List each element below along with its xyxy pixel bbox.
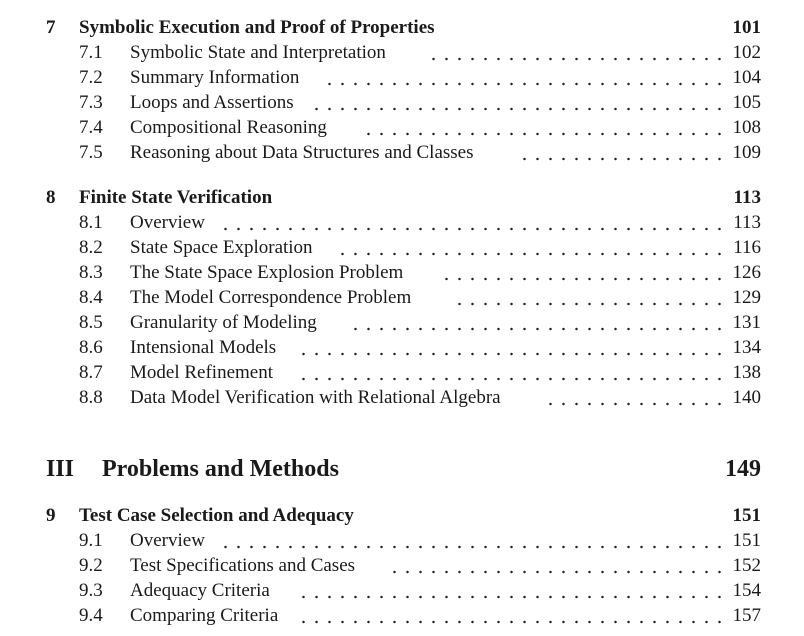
toc-section-8-6 <box>0 336 804 360</box>
chapter-page: 101 <box>732 17 761 38</box>
section-number: 8.4 <box>79 287 103 308</box>
section-title: Comparing Criteria <box>130 605 279 626</box>
dot-leader <box>296 604 726 628</box>
chapter-number: 7 <box>46 17 56 38</box>
toc-chapter-9 <box>0 504 804 528</box>
part-page: 149 <box>725 456 761 482</box>
toc-section-9-1 <box>0 529 804 553</box>
dot-leader <box>328 66 726 90</box>
section-number: 8.2 <box>79 237 103 258</box>
toc-section-8-8 <box>0 386 804 410</box>
toc-section-7-2 <box>0 66 804 90</box>
section-title: Symbolic State and Interpretation <box>130 42 386 63</box>
dot-leader <box>362 116 726 140</box>
toc-section-8-4 <box>0 286 804 310</box>
section-number: 8.7 <box>79 362 103 383</box>
section-title: Adequacy Criteria <box>130 580 270 601</box>
toc-section-8-1 <box>0 211 804 235</box>
dot-leader <box>300 336 726 360</box>
toc-section-7-4 <box>0 116 804 140</box>
section-page: 105 <box>732 92 761 113</box>
section-title: Overview <box>130 212 205 233</box>
section-page: 131 <box>732 312 761 333</box>
section-page: 108 <box>732 117 761 138</box>
toc-section-9-4 <box>0 604 804 628</box>
section-number: 8.8 <box>79 387 103 408</box>
toc-section-9-3 <box>0 579 804 603</box>
dot-leader <box>298 361 726 385</box>
section-number: 7.4 <box>79 117 103 138</box>
section-number: 9.4 <box>79 605 103 626</box>
chapter-title: Finite State Verification <box>79 187 273 208</box>
section-title: State Space Exploration <box>130 237 313 258</box>
dot-leader <box>425 41 726 65</box>
section-page: 151 <box>732 530 761 551</box>
section-page: 126 <box>732 262 761 283</box>
section-number: 8.3 <box>79 262 103 283</box>
section-number: 7.1 <box>79 42 103 63</box>
section-page: 134 <box>732 337 761 358</box>
dot-leader <box>298 579 726 603</box>
section-title: Data Model Verification with Relational Algebra <box>130 387 501 408</box>
section-page: 104 <box>732 67 761 88</box>
section-number: 8.5 <box>79 312 103 333</box>
chapter-title: Test Case Selection and Adequacy <box>79 505 354 526</box>
dot-leader <box>224 211 726 235</box>
section-number: 9.1 <box>79 530 103 551</box>
section-number: 7.3 <box>79 92 103 113</box>
toc-section-8-7 <box>0 361 804 385</box>
toc-section-7-1 <box>0 41 804 65</box>
chapter-title: Symbolic Execution and Proof of Properties <box>79 17 435 38</box>
toc-section-8-3 <box>0 261 804 285</box>
dot-leader <box>440 261 726 285</box>
toc-section-7-5 <box>0 141 804 165</box>
section-page: 154 <box>732 580 761 601</box>
toc-part-3 <box>0 454 804 484</box>
dot-leader <box>518 141 726 165</box>
dot-leader <box>224 529 726 553</box>
dot-leader <box>452 286 726 310</box>
section-title: Granularity of Modeling <box>130 312 317 333</box>
section-page: 157 <box>732 605 761 626</box>
part-title: Problems and Methods <box>102 456 339 482</box>
section-number: 7.5 <box>79 142 103 163</box>
section-title: Model Refinement <box>130 362 273 383</box>
chapter-number: 9 <box>46 505 56 526</box>
section-page: 129 <box>732 287 761 308</box>
toc-chapter-7 <box>0 16 804 40</box>
part-number: III <box>46 456 75 482</box>
section-number: 7.2 <box>79 67 103 88</box>
section-number: 9.3 <box>79 580 103 601</box>
section-title: Intensional Models <box>130 337 277 358</box>
section-title: The Model Correspondence Problem <box>130 287 412 308</box>
section-title: The State Space Explosion Problem <box>130 262 404 283</box>
section-page: 102 <box>732 42 761 63</box>
toc-section-7-3 <box>0 91 804 115</box>
section-page: 116 <box>733 237 761 258</box>
section-page: 113 <box>733 212 761 233</box>
section-title: Loops and Assertions <box>130 92 294 113</box>
toc-section-8-5 <box>0 311 804 335</box>
chapter-number: 8 <box>46 187 56 208</box>
dot-leader <box>346 311 726 335</box>
section-number: 9.2 <box>79 555 103 576</box>
section-number: 8.1 <box>79 212 103 233</box>
section-page: 152 <box>732 555 761 576</box>
section-title: Reasoning about Data Structures and Classes <box>130 142 474 163</box>
section-page: 140 <box>732 387 761 408</box>
section-title: Compositional Reasoning <box>130 117 327 138</box>
toc-section-8-2 <box>0 236 804 260</box>
section-number: 8.6 <box>79 337 103 358</box>
section-title: Summary Information <box>130 67 300 88</box>
dot-leader <box>548 386 726 410</box>
chapter-page: 151 <box>732 505 761 526</box>
dot-leader <box>314 91 726 115</box>
section-page: 138 <box>732 362 761 383</box>
dot-leader <box>340 236 726 260</box>
dot-leader <box>392 554 726 578</box>
section-title: Overview <box>130 530 205 551</box>
section-title: Test Specifications and Cases <box>130 555 356 576</box>
toc-chapter-8 <box>0 186 804 210</box>
toc-section-9-2 <box>0 554 804 578</box>
chapter-page: 113 <box>733 187 761 208</box>
section-page: 109 <box>732 142 761 163</box>
